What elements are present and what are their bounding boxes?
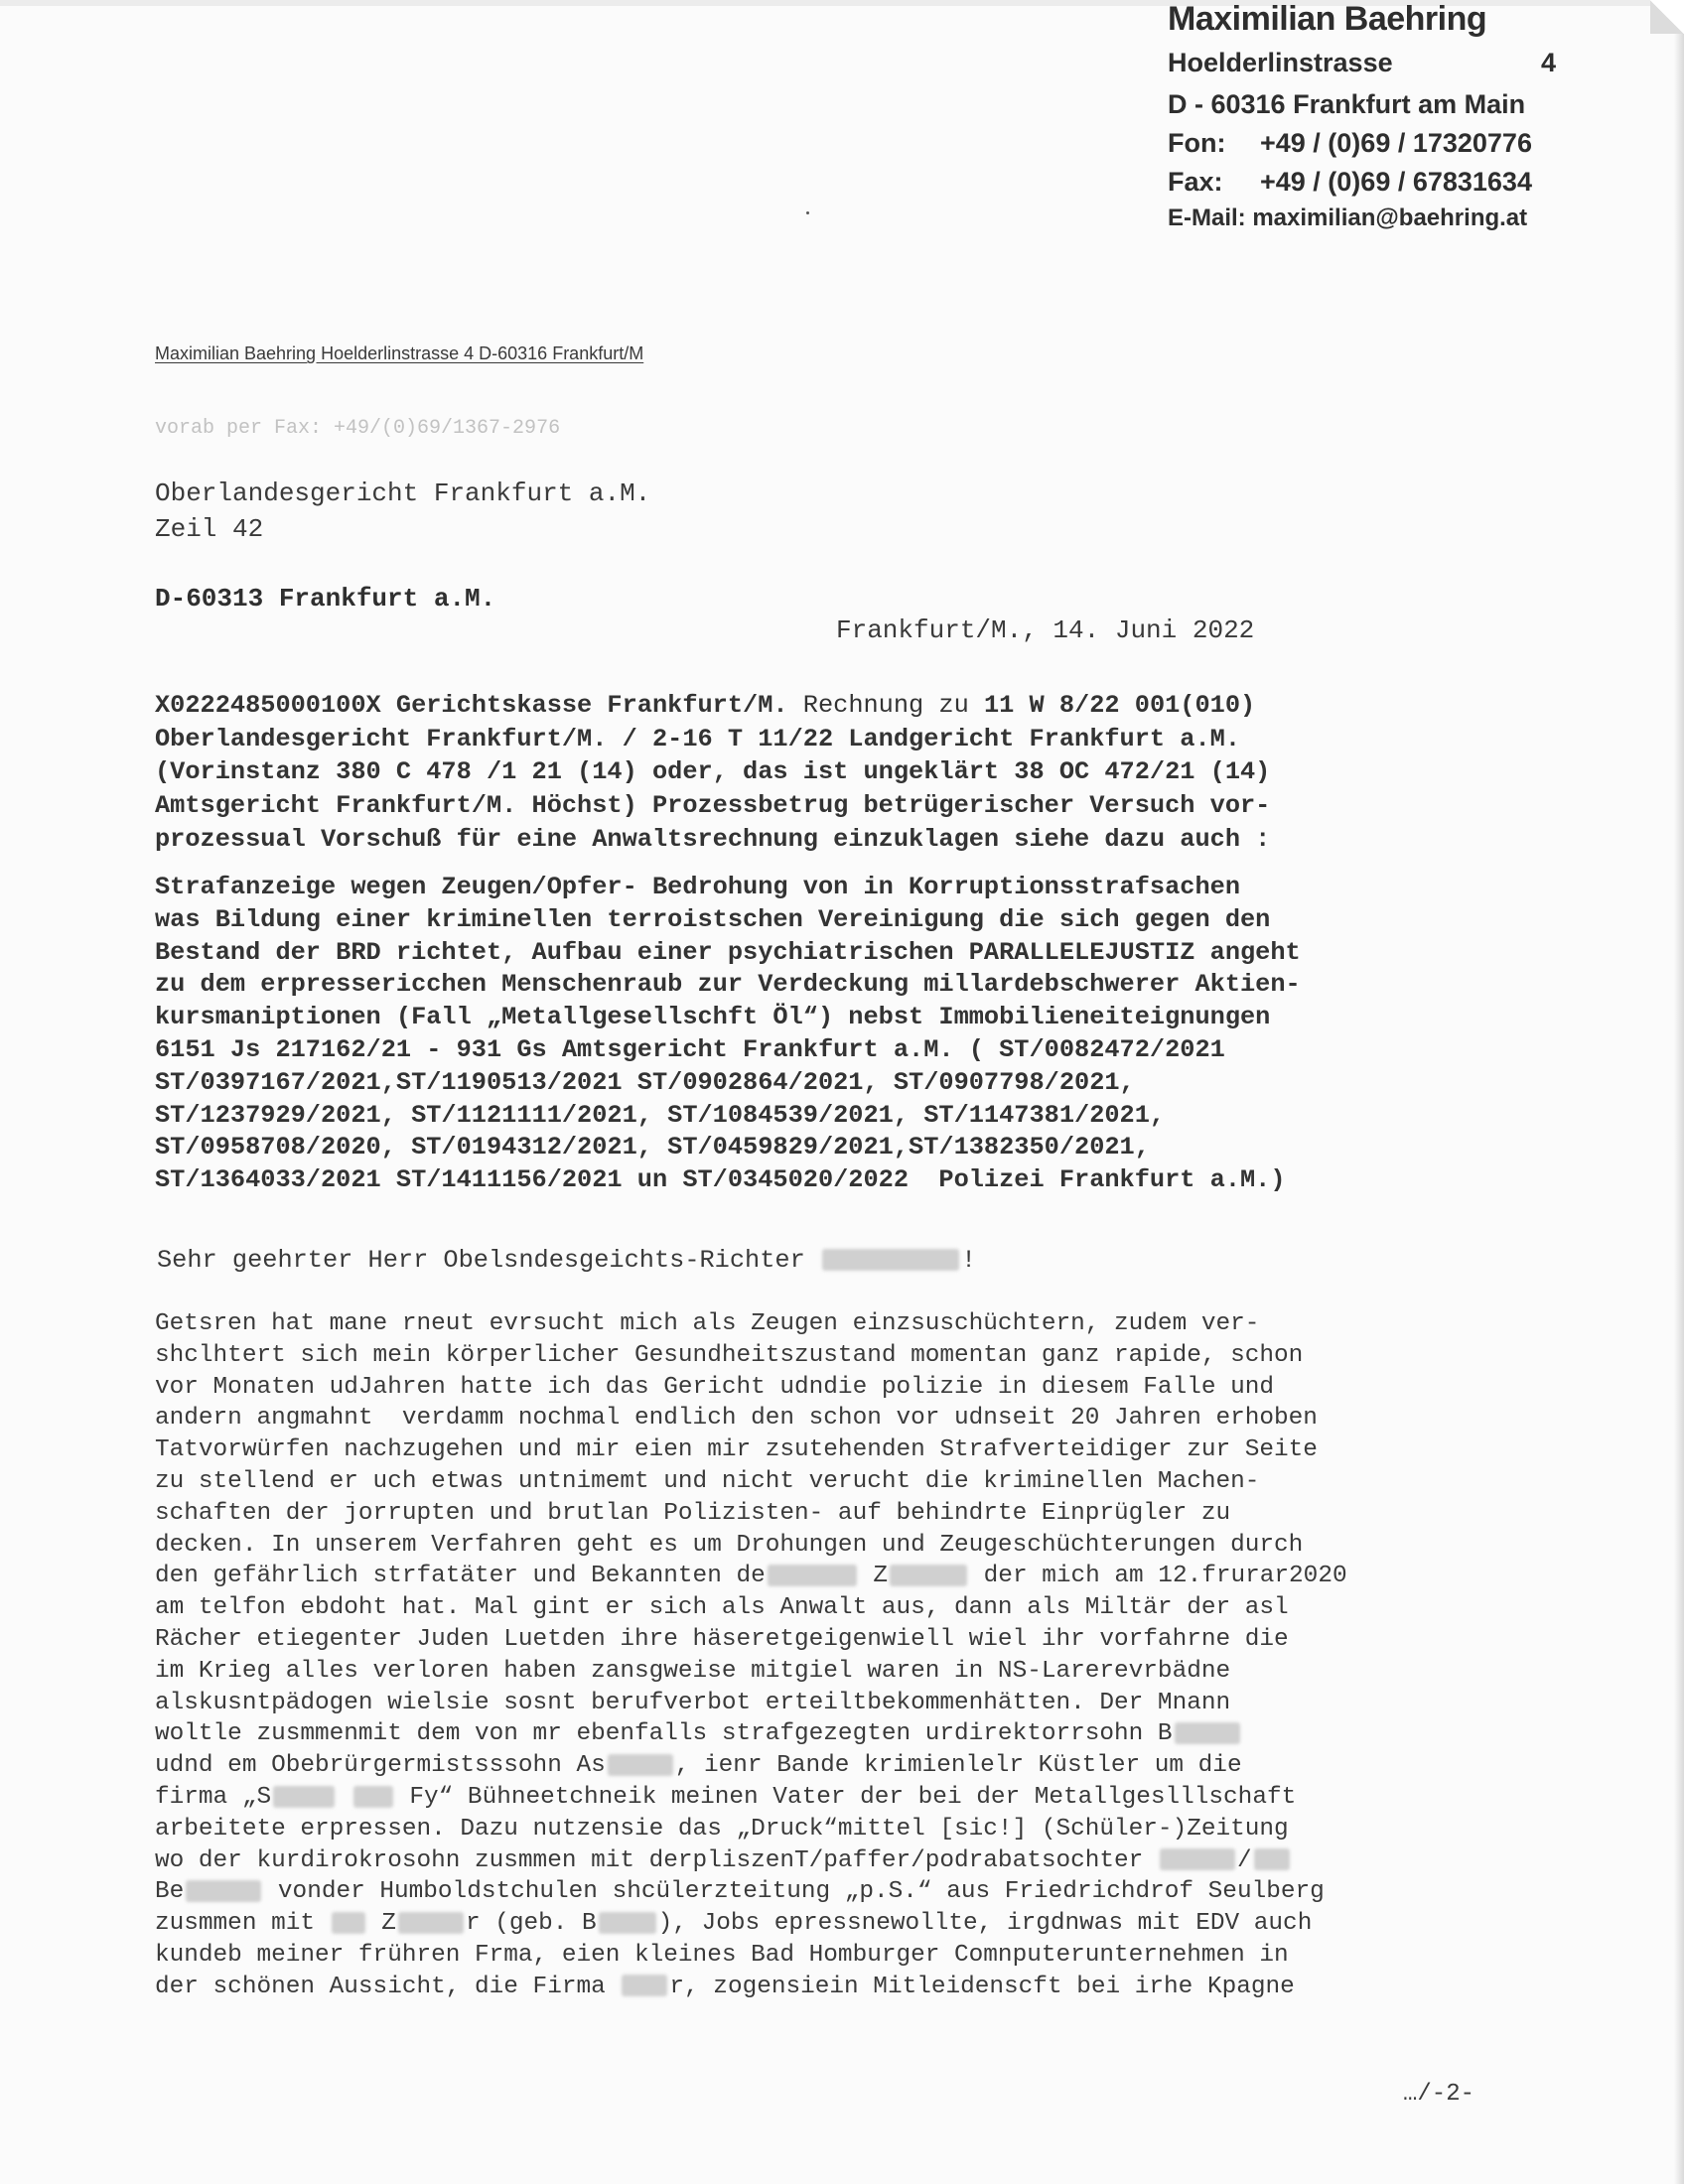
body-text: / <box>1236 1846 1252 1874</box>
body-text: der schönen Aussicht, die Firma <box>155 1973 621 2000</box>
body-line <box>155 1592 1347 1624</box>
body-line <box>155 1814 1347 1845</box>
redacted-name <box>1175 1722 1240 1744</box>
reference-light-text: Rechnung zu <box>787 691 984 720</box>
body-text: Tatvorwürfen nachzugehen und mir eien mir zsutehenden Strafverteidiger zur Seite <box>155 1436 1318 1464</box>
complaint-line: was Bildung einer kriminellen terroistschen Vereinigung die sich gegen den <box>155 904 1271 934</box>
letterhead-email: E-Mail: maximilian@baehring.at <box>1168 205 1528 231</box>
page-corner-fold <box>1650 0 1684 34</box>
body-line <box>155 1688 1347 1719</box>
reference-tail-text: 11 W 8/22 001(010) <box>983 691 1256 720</box>
body-text: Getsren hat mane rneut evrsucht mich als Zeugen einzsuschüchtern, zudem ver- <box>155 1310 1260 1337</box>
complaint-line: ST/1237929/2021, ST/1121111/2021, ST/1084539/2021, ST/1147381/2021, <box>155 1100 1166 1130</box>
body-text: ), Jobs epressnewollte, irgdnwas mit EDV auch <box>657 1910 1313 1938</box>
letterhead-city: D - 60316 Frankfurt am Main <box>1168 89 1526 119</box>
recipient-name: Oberlandesgericht Frankfurt a.M. <box>155 478 651 508</box>
complaint-line: ST/0958708/2020, ST/0194312/2021, ST/0459829/2021,ST/1382350/2021, <box>155 1133 1150 1162</box>
body-text <box>337 1784 351 1811</box>
body-line <box>155 1372 1347 1404</box>
redacted-name <box>273 1786 335 1808</box>
letter-body <box>155 1308 1347 2003</box>
body-line <box>155 1403 1347 1434</box>
fax-note: vorab per Fax: +49/(0)69/1367-2976 <box>155 417 561 440</box>
body-text: im Krieg alles verloren haben zansgweise mitgiel waren in NS-Larerevrbädne <box>155 1657 1231 1685</box>
body-line <box>155 1908 1347 1940</box>
body-text: zu stellend er uch etwas untnimemt und nicht verucht die kriminellen Machen- <box>155 1467 1260 1495</box>
redacted-name <box>1254 1848 1290 1870</box>
letterhead-name: Maximilian Baehring <box>1168 0 1487 38</box>
body-line <box>155 1434 1347 1466</box>
body-line <box>155 1498 1347 1530</box>
body-text: woltle zusmmenmit dem von mr ebenfalls strafgezegten urdirektorrsohn B <box>155 1720 1173 1748</box>
body-line <box>155 1308 1347 1340</box>
complaint-line: Strafanzeige wegen Zeugen/Opfer- Bedrohung von in Korruptionsstrafsachen <box>155 873 1241 901</box>
body-text: vonder Humboldstchulen shcülerzteitung „p.S.“ aus Friedrichdrof Seulberg <box>263 1878 1325 1906</box>
body-line <box>155 1624 1347 1656</box>
body-text: Z <box>858 1563 889 1590</box>
body-text: r (geb. B <box>465 1910 597 1938</box>
redacted-name <box>353 1786 393 1808</box>
redacted-name <box>398 1912 464 1934</box>
body-line <box>155 1782 1347 1814</box>
body-text: den gefährlich strfatäter und Bekannten de <box>155 1563 766 1590</box>
body-line <box>155 1876 1347 1908</box>
complaint-line: zu dem erpressericchen Menschenraub zur Verdeckung millardebschwerer Aktien- <box>155 970 1301 1000</box>
body-line <box>155 1845 1347 1877</box>
complaint-line: ST/1364033/2021 ST/1411156/2021 un ST/0345020/2022 Polizei Frankfurt a.M.) <box>155 1165 1286 1195</box>
letterhead-house-number: 4 <box>1541 48 1557 77</box>
salutation <box>157 1246 976 1275</box>
body-text: r, zogensiein Mitleidenscft bei irhe Kpagne <box>669 1973 1295 2000</box>
body-text: vor Monaten udJahren hatte ich das Gericht udndie polizie in diesem Falle und <box>155 1373 1275 1401</box>
body-text: der mich am 12.frurar2020 <box>969 1563 1347 1590</box>
body-text: shclhtert sich mein körperlicher Gesundheitszustand momentan ganz rapide, schon <box>155 1341 1304 1369</box>
body-text: Fy“ Bühneetchneik meinen Vater der bei der Metallgeslllschaft <box>394 1783 1297 1811</box>
reference-line <box>155 823 1270 857</box>
body-text: andern angmahnt verdamm nochmal endlich den schon vor udnseit 20 Jahren erhoben <box>155 1405 1318 1433</box>
reference-line <box>155 723 1270 756</box>
complaint-line: Bestand der BRD richtet, Aufbau einer psychiatrischen PARALLELEJUSTIZ angeht <box>155 937 1301 967</box>
letterhead-fon-number: +49 / (0)69 / 17320776 <box>1260 128 1532 158</box>
body-text: , ienr Bande krimienlelr Küstler um die <box>674 1752 1242 1780</box>
reference-bold-text: (Vorinstanz 380 C 478 /1 21 (14) oder, das ist ungeklärt 38 OC 472/21 (14) <box>155 757 1271 787</box>
body-line <box>155 1656 1347 1688</box>
body-line <box>155 1972 1347 2003</box>
complaint-line: kursmaniptionen (Fall „Metallgesellschft Öl“) nebst Immobilieneiteignungen <box>155 1003 1271 1032</box>
page-continuation: …/-2- <box>1403 2081 1475 2108</box>
body-text: decken. In unserem Verfahren geht es um Drohungen und Zeugeschüchterungen durch <box>155 1531 1304 1559</box>
body-text: Be <box>155 1878 185 1906</box>
body-line <box>155 1530 1347 1562</box>
redacted-name <box>332 1912 365 1934</box>
reference-line <box>155 755 1270 789</box>
complaint-line: ST/0397167/2021,ST/1190513/2021 ST/0902864/2021, ST/0907798/2021, <box>155 1067 1135 1097</box>
body-text: am telfon ebdoht hat. Mal gint er sich als Anwalt aus, dann als Miltär der asl <box>155 1594 1289 1622</box>
stray-mark <box>806 211 809 214</box>
sender-return-address: Maximilian Baehring Hoelderlinstrasse 4 D-60316 Frankfurt/M <box>155 343 644 363</box>
salutation-text: Sehr geehrter Herr Obelsndesgeichts-Richter <box>157 1246 820 1275</box>
body-text: firma „S <box>155 1783 272 1811</box>
complaint-line: 6151 Js 217162/21 - 931 Gs Amtsgericht Frankfurt a.M. ( ST/0082472/2021 <box>155 1034 1225 1064</box>
body-text: kundeb meiner frühren Frma, eien kleines Bad Homburger Comnputerunternehmen in <box>155 1941 1289 1969</box>
reference-bold-text: Oberlandesgericht Frankfurt/M. / 2-16 T 11/22 Landgericht Frankfurt a.M. <box>155 724 1241 753</box>
letterhead-fax-label: Fax: <box>1168 167 1223 197</box>
body-line <box>155 1340 1347 1372</box>
body-text: alskusntpädogen wielsie sosnt berufverbot erteiltbekommenhätten. Der Mnann <box>155 1689 1231 1716</box>
recipient-city: D-60313 Frankfurt a.M. <box>155 584 496 614</box>
redacted-name <box>1160 1848 1235 1870</box>
criminal-complaint-block <box>155 871 1301 1196</box>
body-line <box>155 1718 1347 1750</box>
redacted-name <box>768 1565 857 1586</box>
redacted-name <box>608 1754 673 1776</box>
redacted-name <box>186 1880 261 1902</box>
page-right-edge <box>1674 0 1684 2184</box>
letterhead-street: Hoelderlinstrasse <box>1168 48 1393 77</box>
body-text: schaften der jorrupten und brutlan Polizisten- auf behindrte Einprügler zu <box>155 1499 1231 1527</box>
body-line <box>155 1466 1347 1498</box>
body-line <box>155 1561 1347 1592</box>
reference-bold-text: prozessual Vorschuß für eine Anwaltsrechnung einzuklagen siehe dazu auch : <box>155 824 1271 854</box>
date-line: Frankfurt/M., 14. Juni 2022 <box>836 615 1255 645</box>
redacted-name <box>599 1912 656 1934</box>
body-text: udnd em Obebrürgermistsssohn As <box>155 1752 606 1780</box>
reference-block <box>155 689 1270 856</box>
reference-line <box>155 689 1270 723</box>
salutation-end: ! <box>960 1246 977 1275</box>
reference-bold-text: X0222485000100X Gerichtskasse Frankfurt/M. <box>155 691 788 720</box>
redacted-name <box>622 1975 667 1996</box>
body-text: wo der kurdirokrosohn zusmmen mit derpliszenT/paffer/podrabatsochter <box>155 1846 1158 1874</box>
body-text: arbeitete erpressen. Dazu nutzensie das „Druck“mittel [sic!] (Schüler-)Zeitung <box>155 1815 1289 1843</box>
body-text: Rächer etiegenter Juden Luetden ihre häseretgeigenwiell wiel ihr vorfahrne die <box>155 1625 1289 1653</box>
redacted-name <box>822 1249 959 1271</box>
redacted-name <box>890 1565 967 1586</box>
body-line <box>155 1750 1347 1782</box>
body-line <box>155 1940 1347 1972</box>
reference-line <box>155 789 1270 823</box>
recipient-street: Zeil 42 <box>155 514 264 544</box>
letterhead-fon-label: Fon: <box>1168 128 1226 158</box>
body-text: zusmmen mit <box>155 1910 330 1938</box>
body-text: Z <box>366 1910 396 1938</box>
reference-bold-text: Amtsgericht Frankfurt/M. Höchst) Prozessbetrug betrügerischer Versuch vor- <box>155 791 1271 821</box>
letterhead-fax-number: +49 / (0)69 / 67831634 <box>1260 167 1532 197</box>
